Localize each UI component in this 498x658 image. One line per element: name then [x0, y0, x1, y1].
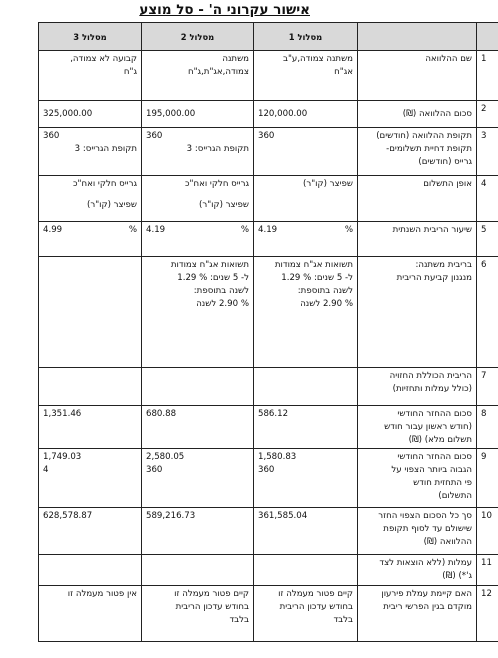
track-2-value: 589,216.73 — [142, 508, 254, 555]
table-row — [39, 406, 498, 449]
proposal-table — [38, 22, 498, 642]
row-number: 2 — [477, 101, 498, 128]
track-1-value: 361,585.04 — [254, 508, 358, 555]
row-label: שיעור הריבית השנתית — [358, 222, 477, 257]
track-1-value: 586.12 — [254, 406, 358, 449]
row-number: 4 — [477, 176, 498, 222]
table-row — [39, 555, 498, 586]
percent-sign: % — [344, 225, 353, 235]
track-2-value — [142, 368, 254, 406]
rate-value: 4.19 — [146, 225, 166, 235]
track-3-value: גרייס חלקי ואח"כ שפיצר (קו"ר) — [39, 176, 142, 222]
track-2-value: 195,000.00 — [142, 101, 254, 128]
track-1-value: 1,580.83 360 — [254, 449, 358, 508]
percent-sign: % — [128, 225, 137, 235]
header-track-1: מסלול 1 — [254, 23, 358, 51]
track-2-value: גרייס חלקי ואח"כ שפיצר (קו"ר) — [142, 176, 254, 222]
row-label: עמלות (ללא הוצאות לצד ג'*) (₪) — [358, 555, 477, 586]
table-row — [39, 368, 498, 406]
track-2-value: משתנה צמודה,אג"ת,ג"ח — [142, 51, 254, 101]
table-row — [39, 128, 498, 176]
percent-sign: % — [240, 225, 249, 235]
track-1-value: שפיצר (קו"ר) — [254, 176, 358, 222]
header-row — [39, 23, 498, 51]
header-track-3: מסלול 3 — [39, 23, 142, 51]
row-label: שם ההלוואה — [358, 51, 477, 101]
track-1-value: קיים פטור מעמלה זו בחודש עדכון הריבית בלבד — [254, 586, 358, 642]
rate-value: 4.19 — [258, 225, 278, 235]
table-row — [39, 101, 498, 128]
table-row — [39, 51, 498, 101]
track-3-value: 325,000.00 — [39, 101, 142, 128]
track-2-value: 2,580.05 360 — [142, 449, 254, 508]
row-number: 11 — [477, 555, 498, 586]
track-3-value — [39, 368, 142, 406]
row-number: 6 — [477, 257, 498, 368]
row-label: סכום ההחזר החודשי (חודש ראשון עבור חודש תשלום מלא) (₪) — [358, 406, 477, 449]
track-1-value: 360 — [254, 128, 358, 176]
track-1-value — [254, 368, 358, 406]
track-3-value — [39, 555, 142, 586]
track-2-value: 680.88 — [142, 406, 254, 449]
table-row — [39, 586, 498, 642]
track-3-value — [39, 257, 142, 368]
track-3-value: קבועה לא צמודה, ג"ח — [39, 51, 142, 101]
header-track-2: מסלול 2 — [142, 23, 254, 51]
track-3-value: 1,351.46 — [39, 406, 142, 449]
row-number: 7 — [477, 368, 498, 406]
row-number: 5 — [477, 222, 498, 257]
track-1-value: תשואות אג"ח צמודות ל- 5 שנים: % 1.29 לשנה בתוספת: % 2.90 לשנה — [254, 257, 358, 368]
row-label: סכום ההלוואה (₪) — [358, 101, 477, 128]
table-row — [39, 176, 498, 222]
table-row — [39, 222, 498, 257]
table-row — [39, 508, 498, 555]
row-number: 1 — [477, 51, 498, 101]
track-3-value: 360 תקופת הגרייס: 3 — [39, 128, 142, 176]
row-label: סך כל הסכום הצפוי החזר שישולם עד לסוף תקופת ההלוואה (₪) — [358, 508, 477, 555]
header-label — [358, 23, 477, 51]
row-label: תקופת ההלוואה (חודשים) תקופת דחיית תשלומים- גרייס (חודשים) — [358, 128, 477, 176]
track-1-value — [254, 222, 358, 257]
row-number: 3 — [477, 128, 498, 176]
track-2-value: 360 תקופת הגרייס: 3 — [142, 128, 254, 176]
header-num — [477, 23, 498, 51]
row-number: 10 — [477, 508, 498, 555]
track-2-value: קיים פטור מעמלה זו בחודש עדכון הריבית בלבד — [142, 586, 254, 642]
row-label: הריבית הכוללת החזויה (כולל עמלות ותחזיות) — [358, 368, 477, 406]
row-label: סכום ההחזר החודשי הגבוה ביותר הצפוי על פי התחזית חודש התשלום) — [358, 449, 477, 508]
row-label: אופן התשלום — [358, 176, 477, 222]
row-label: בריבית משתנה: מנגנון קביעת הריבית — [358, 257, 477, 368]
page-title: אישור עקרוני ה' - סל מוצע — [139, 2, 310, 18]
track-2-value: תשואות אג"ח צמודות ל- 5 שנים: % 1.29 לשנה בתוספת: % 2.90 לשנה — [142, 257, 254, 368]
row-number: 9 — [477, 449, 498, 508]
track-3-value: 628,578.87 — [39, 508, 142, 555]
table-row — [39, 257, 498, 368]
track-2-value — [142, 222, 254, 257]
row-number: 8 — [477, 406, 498, 449]
rate-value: 4.99 — [43, 225, 63, 235]
row-number: 12 — [477, 586, 498, 642]
track-2-value — [142, 555, 254, 586]
row-label: האם קיימת עמלת פירעון מוקדם בגין הפרשי ריבית — [358, 586, 477, 642]
table-row — [39, 449, 498, 508]
track-3-value: 1,749.03 4 — [39, 449, 142, 508]
track-1-value: 120,000.00 — [254, 101, 358, 128]
track-3-value: אין פטור מעמלה זו — [39, 586, 142, 642]
track-3-value — [39, 222, 142, 257]
track-1-value — [254, 555, 358, 586]
track-1-value: משתנה צמודה,ע"ב אג"ח — [254, 51, 358, 101]
